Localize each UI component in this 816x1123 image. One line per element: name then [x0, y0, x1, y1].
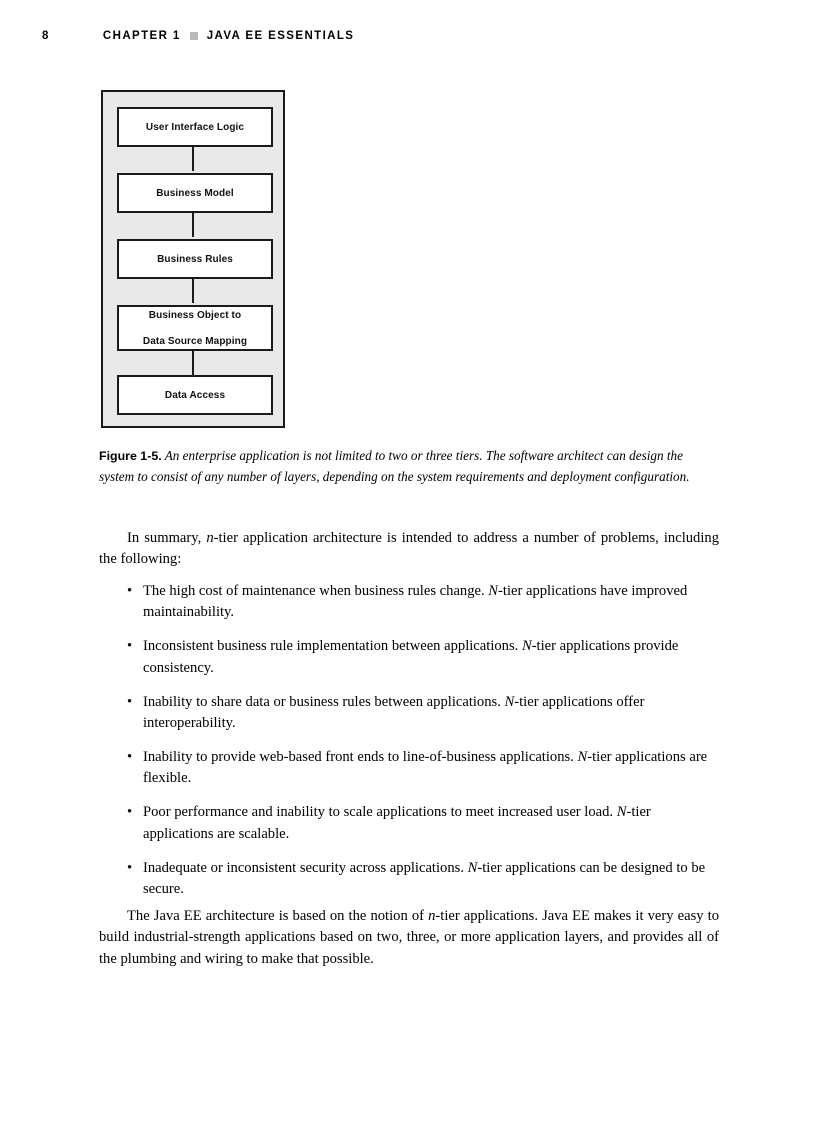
- connector-line-3: [192, 279, 194, 303]
- intro-text-part-2: -tier application architecture is intended to address a number of problems, including the following:: [99, 530, 719, 568]
- list-item: [99, 802, 719, 845]
- list-item: [99, 858, 719, 901]
- list-item-part-1: Inability to share data or business rules between applications.: [143, 693, 505, 710]
- intro-text-part-1: In summary,: [127, 530, 207, 546]
- closing-text-part-1: The Java EE architecture is based on the notion of: [127, 908, 429, 924]
- bullet-marker-icon: •: [127, 638, 133, 655]
- connector-line-1: [192, 147, 194, 171]
- list-item-part-1: Inconsistent business rule implementation between applications.: [143, 638, 522, 655]
- tier-label: [135, 309, 255, 348]
- tier-box-business-rules: [117, 239, 273, 279]
- tier-box-user-interface-logic: [117, 107, 273, 147]
- list-item-part-1: Poor performance and inability to scale applications to meet increased user load.: [143, 804, 617, 821]
- list-item-italic-n: N: [488, 583, 499, 599]
- tier-box-data-access: [117, 375, 273, 415]
- tier-label: Business Model: [156, 187, 234, 199]
- running-head: [42, 26, 774, 46]
- bullet-marker-icon: •: [127, 859, 133, 876]
- chapter-title-header: [103, 30, 354, 42]
- intro-italic-n: n: [206, 530, 214, 546]
- list-item: [99, 636, 719, 679]
- tier-label: Business Rules: [157, 253, 233, 265]
- list-item-italic-n: N: [467, 859, 478, 876]
- closing-text-part-2: -tier applications. Java EE makes it very easy to build industrial-strength applications based on two, three, or more application layers, and provides all of the plumbing and wiring to make that possible.: [99, 908, 720, 967]
- tier-box-business-model: [117, 173, 273, 213]
- bullet-marker-icon: •: [127, 748, 133, 765]
- chapter-name: JAVA EE ESSENTIALS: [206, 30, 355, 42]
- tier-label-line-2: Data Source Mapping: [142, 335, 248, 347]
- list-item-part-2: -tier applications are flexible.: [143, 748, 708, 787]
- page-number: 8: [42, 30, 49, 42]
- tier-box-business-object-to-data-source-mapping: [117, 305, 273, 351]
- tier-label: Data Access: [164, 389, 226, 401]
- list-item-part-2: -tier applications can be designed to be secure.: [143, 859, 706, 897]
- list-item-italic-n: N: [504, 693, 515, 710]
- list-item: [99, 581, 719, 624]
- list-item-part-2: -tier applications are scalable.: [143, 804, 651, 842]
- figure-1-5-diagram: [101, 90, 285, 428]
- diagram-container: [101, 90, 285, 428]
- list-item-italic-n: N: [616, 804, 627, 821]
- list-item-part-1: Inadequate or inconsistent security across applications.: [143, 859, 468, 876]
- figure-caption: [99, 446, 719, 486]
- closing-paragraph: [99, 906, 719, 970]
- list-item-part-2: -tier applications have improved maintainability.: [143, 583, 688, 621]
- square-separator-icon: [190, 32, 198, 40]
- tier-label-line-1: Business Object to: [148, 309, 242, 321]
- list-item-part-2: -tier applications offer interoperability.: [143, 693, 645, 732]
- list-item-part-1: Inability to provide web-based front ends to line-of-business applications.: [143, 748, 578, 765]
- figure-caption-text: An enterprise application is not limited to two or three tiers. The software architect can design the system to consist of any number of layers, depending on the system requirements and deployment configuration.: [99, 448, 690, 484]
- list-item: [99, 692, 719, 735]
- intro-paragraph: [99, 528, 719, 571]
- tier-label: User Interface Logic: [145, 121, 245, 133]
- problem-bullet-list: [99, 581, 719, 913]
- connector-line-4: [192, 351, 194, 375]
- bullet-marker-icon: •: [127, 804, 133, 821]
- connector-line-2: [192, 213, 194, 237]
- list-item: [99, 747, 719, 790]
- list-item-part-1: The high cost of maintenance when business rules change.: [143, 583, 489, 599]
- list-item-part-2: -tier applications provide consistency.: [143, 638, 679, 676]
- closing-italic-n: n: [428, 908, 436, 924]
- bullet-marker-icon: •: [127, 583, 133, 599]
- bullet-marker-icon: •: [127, 693, 133, 710]
- figure-caption-label: Figure 1-5.: [99, 449, 162, 463]
- list-item-italic-n: N: [521, 638, 532, 655]
- list-item-italic-n: N: [577, 748, 588, 765]
- chapter-label: CHAPTER 1: [102, 30, 181, 42]
